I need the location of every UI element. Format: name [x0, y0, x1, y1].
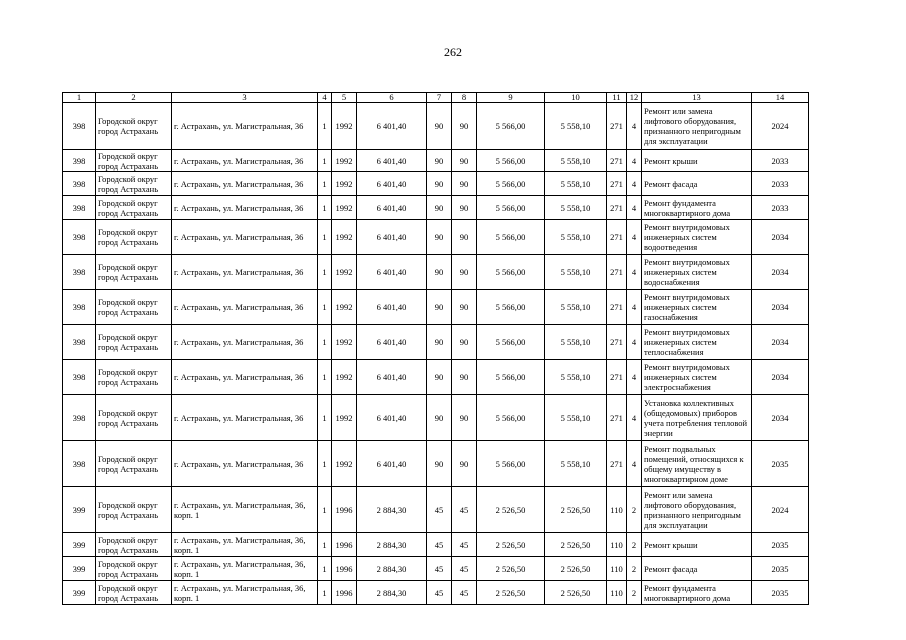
table-cell-col-3: г. Астрахань, ул. Магистральная, 36, корп. 1	[172, 581, 318, 605]
table-row	[63, 360, 809, 395]
table-cell-col-13: Ремонт внутридомовых инженерных систем газоснабжения	[642, 290, 752, 325]
table-cell-col-3: г. Астрахань, ул. Магистральная, 36	[172, 150, 318, 172]
table-cell-col-4: 1	[318, 487, 332, 533]
table-cell-col-2: Городской округ город Астрахань	[96, 172, 172, 196]
table-cell-col-10: 2 526,50	[545, 557, 607, 581]
table-cell-col-1: 399	[63, 533, 96, 557]
table-cell-col-5: 1992	[332, 172, 357, 196]
table-cell-col-1: 398	[63, 103, 96, 150]
table-cell-col-11: 271	[607, 255, 627, 290]
table-cell-col-14: 2034	[752, 255, 809, 290]
table-cell-col-2: Городской округ город Астрахань	[96, 557, 172, 581]
table-cell-col-5: 1996	[332, 487, 357, 533]
table-cell-col-9: 2 526,50	[477, 557, 545, 581]
table-cell-col-10: 5 558,10	[545, 395, 607, 441]
table-cell-col-11: 110	[607, 487, 627, 533]
table-cell-col-3: г. Астрахань, ул. Магистральная, 36, корп. 1	[172, 533, 318, 557]
table-cell-col-10: 2 526,50	[545, 533, 607, 557]
table-cell-col-2: Городской округ город Астрахань	[96, 103, 172, 150]
column-header-4: 4	[318, 93, 332, 103]
table-cell-col-1: 398	[63, 360, 96, 395]
table-cell-col-10: 5 558,10	[545, 325, 607, 360]
table-cell-col-4: 1	[318, 441, 332, 487]
table-cell-col-11: 271	[607, 220, 627, 255]
table-row	[63, 487, 809, 533]
table-cell-col-14: 2033	[752, 196, 809, 220]
page-number: 262	[444, 45, 462, 59]
table-cell-col-4: 1	[318, 290, 332, 325]
table-cell-col-7: 45	[427, 581, 452, 605]
table-cell-col-5: 1992	[332, 103, 357, 150]
table-cell-col-11: 271	[607, 103, 627, 150]
table-cell-col-6: 6 401,40	[357, 220, 427, 255]
table-cell-col-4: 1	[318, 395, 332, 441]
table-cell-col-8: 90	[452, 103, 477, 150]
table-cell-col-1: 398	[63, 150, 96, 172]
table-cell-col-6: 2 884,30	[357, 533, 427, 557]
table-cell-col-12: 4	[627, 150, 642, 172]
table-row	[63, 533, 809, 557]
table-cell-col-5: 1996	[332, 557, 357, 581]
table-cell-col-3: г. Астрахань, ул. Магистральная, 36	[172, 325, 318, 360]
table-cell-col-14: 2035	[752, 557, 809, 581]
table-cell-col-9: 5 566,00	[477, 172, 545, 196]
table-cell-col-5: 1992	[332, 150, 357, 172]
table-cell-col-11: 110	[607, 581, 627, 605]
table-cell-col-7: 45	[427, 533, 452, 557]
table-cell-col-12: 4	[627, 395, 642, 441]
table-cell-col-10: 5 558,10	[545, 290, 607, 325]
column-header-14: 14	[752, 93, 809, 103]
table-cell-col-6: 6 401,40	[357, 150, 427, 172]
header-row	[63, 93, 809, 103]
table-cell-col-5: 1992	[332, 441, 357, 487]
table-cell-col-5: 1992	[332, 255, 357, 290]
table-cell-col-7: 90	[427, 255, 452, 290]
table-cell-col-9: 2 526,50	[477, 533, 545, 557]
table-cell-col-9: 2 526,50	[477, 581, 545, 605]
table-row	[63, 103, 809, 150]
table-cell-col-6: 6 401,40	[357, 103, 427, 150]
table-row	[63, 441, 809, 487]
table-cell-col-13: Ремонт внутридомовых инженерных систем электроснабжения	[642, 360, 752, 395]
table-cell-col-13: Ремонт фасада	[642, 557, 752, 581]
table-cell-col-8: 90	[452, 395, 477, 441]
table-cell-col-5: 1992	[332, 290, 357, 325]
table-cell-col-9: 5 566,00	[477, 150, 545, 172]
table-cell-col-9: 5 566,00	[477, 360, 545, 395]
table-cell-col-3: г. Астрахань, ул. Магистральная, 36	[172, 395, 318, 441]
table-cell-col-11: 271	[607, 441, 627, 487]
table-cell-col-11: 271	[607, 360, 627, 395]
table-cell-col-4: 1	[318, 325, 332, 360]
table-cell-col-8: 90	[452, 325, 477, 360]
table-cell-col-8: 90	[452, 172, 477, 196]
table-cell-col-14: 2035	[752, 533, 809, 557]
table-body	[63, 103, 809, 605]
table-cell-col-8: 90	[452, 196, 477, 220]
table-cell-col-1: 399	[63, 557, 96, 581]
table-cell-col-6: 6 401,40	[357, 172, 427, 196]
table-cell-col-7: 90	[427, 395, 452, 441]
table-row	[63, 150, 809, 172]
table-cell-col-7: 90	[427, 103, 452, 150]
table-cell-col-12: 4	[627, 220, 642, 255]
table-cell-col-6: 2 884,30	[357, 487, 427, 533]
table-cell-col-13: Ремонт внутридомовых инженерных систем водоснабжения	[642, 255, 752, 290]
table-cell-col-6: 6 401,40	[357, 290, 427, 325]
table-cell-col-6: 6 401,40	[357, 255, 427, 290]
table-cell-col-8: 90	[452, 360, 477, 395]
table-cell-col-4: 1	[318, 255, 332, 290]
table-cell-col-11: 271	[607, 196, 627, 220]
table-cell-col-8: 45	[452, 487, 477, 533]
table-cell-col-6: 6 401,40	[357, 395, 427, 441]
column-header-2: 2	[96, 93, 172, 103]
table-cell-col-1: 398	[63, 220, 96, 255]
table-cell-col-2: Городской округ город Астрахань	[96, 150, 172, 172]
table-cell-col-10: 5 558,10	[545, 220, 607, 255]
table-cell-col-1: 398	[63, 395, 96, 441]
table-cell-col-9: 5 566,00	[477, 395, 545, 441]
table-cell-col-5: 1992	[332, 220, 357, 255]
table-cell-col-4: 1	[318, 196, 332, 220]
column-header-13: 13	[642, 93, 752, 103]
table-cell-col-2: Городской округ город Астрахань	[96, 395, 172, 441]
table-cell-col-12: 4	[627, 103, 642, 150]
table-cell-col-12: 4	[627, 172, 642, 196]
table-cell-col-2: Городской округ город Астрахань	[96, 255, 172, 290]
table-cell-col-10: 5 558,10	[545, 196, 607, 220]
table-cell-col-3: г. Астрахань, ул. Магистральная, 36	[172, 220, 318, 255]
table-cell-col-13: Ремонт внутридомовых инженерных систем теплоснабжения	[642, 325, 752, 360]
table-cell-col-14: 2033	[752, 172, 809, 196]
table-cell-col-6: 6 401,40	[357, 196, 427, 220]
table-cell-col-11: 110	[607, 533, 627, 557]
table-cell-col-14: 2033	[752, 150, 809, 172]
table-cell-col-13: Ремонт фундамента многоквартирного дома	[642, 581, 752, 605]
table-cell-col-9: 5 566,00	[477, 196, 545, 220]
table-cell-col-5: 1992	[332, 325, 357, 360]
table-cell-col-8: 90	[452, 150, 477, 172]
table-cell-col-12: 2	[627, 557, 642, 581]
table-cell-col-8: 45	[452, 533, 477, 557]
table-row	[63, 196, 809, 220]
table-row	[63, 255, 809, 290]
table-cell-col-13: Ремонт внутридомовых инженерных систем водоотведения	[642, 220, 752, 255]
table-cell-col-2: Городской округ город Астрахань	[96, 220, 172, 255]
table-cell-col-10: 5 558,10	[545, 360, 607, 395]
table-cell-col-1: 398	[63, 290, 96, 325]
table-cell-col-14: 2034	[752, 220, 809, 255]
table-cell-col-7: 90	[427, 441, 452, 487]
table-cell-col-5: 1996	[332, 581, 357, 605]
table-cell-col-12: 2	[627, 487, 642, 533]
table-cell-col-3: г. Астрахань, ул. Магистральная, 36	[172, 255, 318, 290]
table-cell-col-8: 45	[452, 581, 477, 605]
table-cell-col-4: 1	[318, 360, 332, 395]
table-cell-col-6: 6 401,40	[357, 441, 427, 487]
table-cell-col-1: 398	[63, 172, 96, 196]
table-cell-col-8: 90	[452, 255, 477, 290]
table-cell-col-4: 1	[318, 150, 332, 172]
table-cell-col-9: 5 566,00	[477, 441, 545, 487]
table-cell-col-13: Ремонт или замена лифтового оборудования, признанного непригодным для эксплуатации	[642, 487, 752, 533]
table-cell-col-6: 2 884,30	[357, 557, 427, 581]
table-cell-col-2: Городской округ город Астрахань	[96, 581, 172, 605]
table-cell-col-1: 398	[63, 255, 96, 290]
table-cell-col-5: 1992	[332, 395, 357, 441]
table-cell-col-11: 271	[607, 325, 627, 360]
table-row	[63, 581, 809, 605]
table-cell-col-7: 90	[427, 172, 452, 196]
table-cell-col-3: г. Астрахань, ул. Магистральная, 36, корп. 1	[172, 487, 318, 533]
table-cell-col-2: Городской округ город Астрахань	[96, 533, 172, 557]
table-cell-col-5: 1992	[332, 196, 357, 220]
table-cell-col-14: 2024	[752, 103, 809, 150]
table-cell-col-12: 4	[627, 290, 642, 325]
column-header-7: 7	[427, 93, 452, 103]
table-row	[63, 395, 809, 441]
table-cell-col-14: 2034	[752, 360, 809, 395]
table-cell-col-2: Городской округ город Астрахань	[96, 360, 172, 395]
table-cell-col-4: 1	[318, 220, 332, 255]
table-cell-col-10: 2 526,50	[545, 487, 607, 533]
table-cell-col-6: 6 401,40	[357, 325, 427, 360]
column-header-11: 11	[607, 93, 627, 103]
table-cell-col-8: 90	[452, 220, 477, 255]
table-row	[63, 220, 809, 255]
column-header-9: 9	[477, 93, 545, 103]
table-cell-col-1: 398	[63, 441, 96, 487]
column-header-6: 6	[357, 93, 427, 103]
table-cell-col-7: 90	[427, 325, 452, 360]
table-cell-col-4: 1	[318, 533, 332, 557]
table-cell-col-14: 2024	[752, 487, 809, 533]
table-cell-col-2: Городской округ город Астрахань	[96, 196, 172, 220]
table-row	[63, 172, 809, 196]
table-cell-col-9: 5 566,00	[477, 220, 545, 255]
table-cell-col-3: г. Астрахань, ул. Магистральная, 36	[172, 172, 318, 196]
table-cell-col-4: 1	[318, 581, 332, 605]
table-cell-col-11: 271	[607, 150, 627, 172]
table-cell-col-10: 5 558,10	[545, 441, 607, 487]
table-cell-col-7: 90	[427, 290, 452, 325]
table-cell-col-12: 2	[627, 533, 642, 557]
table-cell-col-8: 90	[452, 441, 477, 487]
table-cell-col-12: 4	[627, 255, 642, 290]
table-cell-col-7: 90	[427, 360, 452, 395]
table-cell-col-2: Городской округ город Астрахань	[96, 290, 172, 325]
table-cell-col-7: 90	[427, 150, 452, 172]
table-cell-col-1: 399	[63, 581, 96, 605]
table-cell-col-11: 271	[607, 172, 627, 196]
table-cell-col-13: Ремонт крыши	[642, 150, 752, 172]
table-cell-col-10: 5 558,10	[545, 255, 607, 290]
table-cell-col-3: г. Астрахань, ул. Магистральная, 36	[172, 290, 318, 325]
table-cell-col-3: г. Астрахань, ул. Магистральная, 36	[172, 360, 318, 395]
table-cell-col-3: г. Астрахань, ул. Магистральная, 36	[172, 196, 318, 220]
table-cell-col-6: 2 884,30	[357, 581, 427, 605]
table-cell-col-3: г. Астрахань, ул. Магистральная, 36	[172, 103, 318, 150]
column-header-12: 12	[627, 93, 642, 103]
table-cell-col-7: 45	[427, 487, 452, 533]
table-cell-col-6: 6 401,40	[357, 360, 427, 395]
table-cell-col-5: 1992	[332, 360, 357, 395]
table-cell-col-4: 1	[318, 557, 332, 581]
table-cell-col-10: 5 558,10	[545, 103, 607, 150]
column-header-10: 10	[545, 93, 607, 103]
table-cell-col-12: 4	[627, 441, 642, 487]
table-cell-col-8: 45	[452, 557, 477, 581]
table-cell-col-11: 271	[607, 395, 627, 441]
table-cell-col-12: 4	[627, 325, 642, 360]
table-cell-col-9: 5 566,00	[477, 290, 545, 325]
table-cell-col-9: 5 566,00	[477, 103, 545, 150]
table-cell-col-8: 90	[452, 290, 477, 325]
table-cell-col-2: Городской округ город Астрахань	[96, 325, 172, 360]
table-cell-col-1: 398	[63, 196, 96, 220]
column-header-3: 3	[172, 93, 318, 103]
table-cell-col-4: 1	[318, 103, 332, 150]
table-cell-col-13: Ремонт фундамента многоквартирного дома	[642, 196, 752, 220]
table-cell-col-13: Установка коллективных (общедомовых) приборов учета потребления тепловой энергии	[642, 395, 752, 441]
table-cell-col-12: 2	[627, 581, 642, 605]
column-header-8: 8	[452, 93, 477, 103]
table-cell-col-14: 2035	[752, 441, 809, 487]
table-cell-col-1: 399	[63, 487, 96, 533]
table-cell-col-13: Ремонт крыши	[642, 533, 752, 557]
table-row	[63, 290, 809, 325]
table-cell-col-13: Ремонт подвальных помещений, относящихся к общему имуществу в многоквартирном доме	[642, 441, 752, 487]
column-header-1: 1	[63, 93, 96, 103]
table-row	[63, 325, 809, 360]
table-cell-col-11: 110	[607, 557, 627, 581]
table-cell-col-9: 2 526,50	[477, 487, 545, 533]
table-cell-col-13: Ремонт фасада	[642, 172, 752, 196]
table-cell-col-7: 90	[427, 220, 452, 255]
table-cell-col-9: 5 566,00	[477, 325, 545, 360]
table-cell-col-3: г. Астрахань, ул. Магистральная, 36, корп. 1	[172, 557, 318, 581]
table-cell-col-4: 1	[318, 172, 332, 196]
table-cell-col-14: 2034	[752, 395, 809, 441]
table-cell-col-12: 4	[627, 360, 642, 395]
table-cell-col-14: 2034	[752, 325, 809, 360]
table-cell-col-3: г. Астрахань, ул. Магистральная, 36	[172, 441, 318, 487]
table-cell-col-14: 2035	[752, 581, 809, 605]
table-cell-col-13: Ремонт или замена лифтового оборудования, признанного непригодным для эксплуатации	[642, 103, 752, 150]
table-cell-col-2: Городской округ город Астрахань	[96, 441, 172, 487]
table-cell-col-10: 5 558,10	[545, 172, 607, 196]
table-cell-col-11: 271	[607, 290, 627, 325]
table-cell-col-14: 2034	[752, 290, 809, 325]
table-cell-col-7: 90	[427, 196, 452, 220]
table-cell-col-12: 4	[627, 196, 642, 220]
table-cell-col-2: Городской округ город Астрахань	[96, 487, 172, 533]
table-cell-col-10: 2 526,50	[545, 581, 607, 605]
table-cell-col-5: 1996	[332, 533, 357, 557]
table-cell-col-1: 398	[63, 325, 96, 360]
table-cell-col-10: 5 558,10	[545, 150, 607, 172]
column-header-5: 5	[332, 93, 357, 103]
table-row	[63, 557, 809, 581]
table-cell-col-9: 5 566,00	[477, 255, 545, 290]
capital-repair-table	[62, 92, 809, 605]
table-cell-col-7: 45	[427, 557, 452, 581]
